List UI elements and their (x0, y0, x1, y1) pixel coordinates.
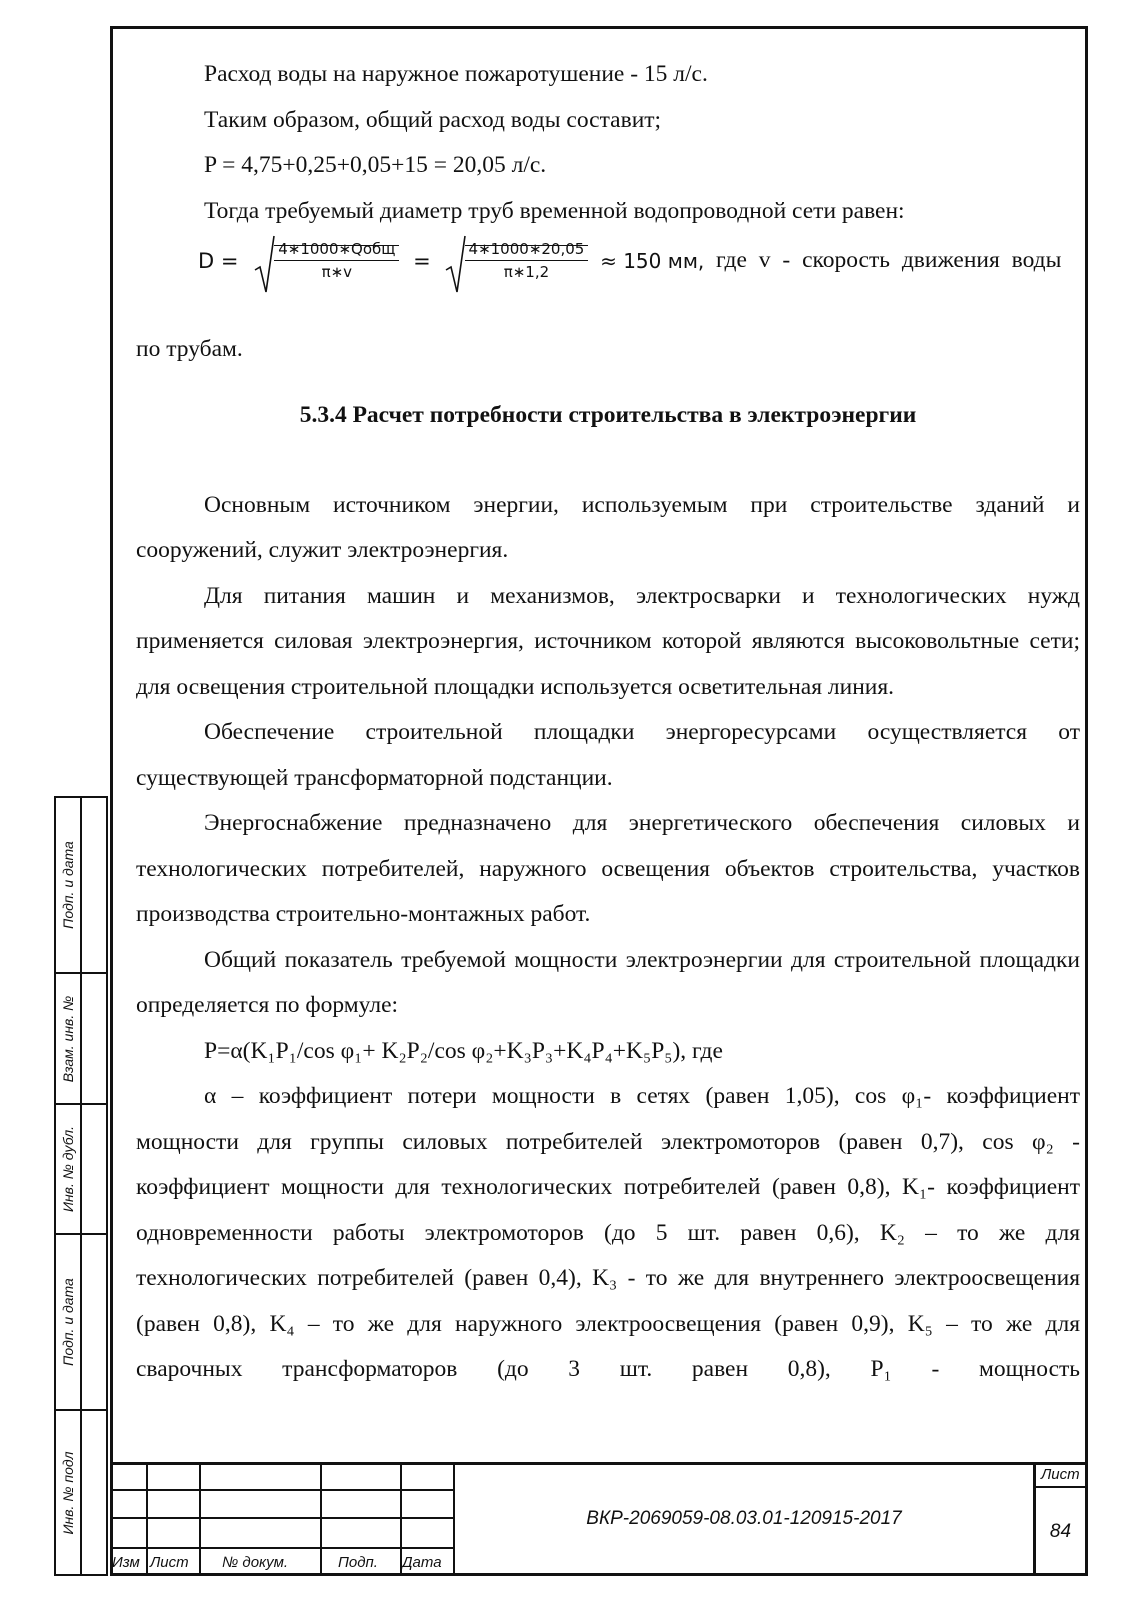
column-header-izm: Изм (112, 1554, 140, 1571)
paragraph: Тогда требуемый диаметр труб временной водопроводной сети равен: (204, 197, 905, 224)
formula-lhs: D = (198, 248, 239, 273)
paragraph: α – коэффициент потери мощности в сетях (равен 1,05), cos φ₁- коэффициент мощности для группы силовых потребителей электромоторов (равен 0,7), cos φ₂ - коэффициент мощности для технологических потребителей (равен 0,8), K₁- коэффициент одновременности работы электромоторов (до 5 шт. равен 0,6), K₂ – то же для технологических потребителей (равен 0,4), K₃ - то же для внутреннего электроосвещения (равен 0,8), K₄ – то же для наружного электроосвещения (равен 0,9), K₅ – то же для сварочных трансформаторов (до 3 шт. равен 0,8), P₁ - мощность (136, 1083, 1080, 1382)
sheet-label: Лист (1041, 1466, 1080, 1483)
side-label: Инв. № подл (60, 1451, 76, 1534)
paragraph: Для питания машин и механизмов, электросварки и технологических нужд применяется силовая электроэнергия, источником которой являются высоковольтные сети; для освещения строительной площадки используется осветительная линия. (136, 582, 1080, 700)
paragraph: Обеспечение строительной площадки энергоресурсами осуществляется от существующей трансформаторной подстанции. (136, 719, 1080, 791)
side-stamp-vzam-inv (54, 972, 108, 1105)
paragraph: Энергоснабжение предназначено для энергетического обеспечения силовых и технологических потребителей, наружного освещения объектов строительства, участков производства строительно-монтажных работ. (136, 810, 1080, 927)
formula-equals: = (413, 248, 431, 273)
side-label: Подп. и дата (60, 841, 76, 929)
side-label: Подп. и дата (60, 1278, 76, 1366)
title-block (110, 1462, 1088, 1576)
sqrt-symbol (254, 238, 399, 283)
column-header-dokum: № докум. (222, 1554, 289, 1571)
side-label: Взам. инв. № (60, 995, 76, 1082)
column-header-podp: Подп. (338, 1554, 378, 1571)
side-stamp-inv-dubl (54, 1103, 108, 1235)
paragraph: P = 4,75+0,25+0,05+15 = 20,05 л/с. (204, 152, 547, 178)
formula-result: ≈ 150 мм, (600, 248, 705, 273)
section-heading: 5.3.4 Расчет потребности строительства в электроэнергии (299, 401, 917, 428)
document-code: ВКР-2069059-08.03.01-120915-2017 (586, 1508, 902, 1529)
paragraph: по трубам. (136, 336, 243, 362)
paragraph: Расход воды на наружное пожаротушение - 15 л/с. (204, 61, 708, 87)
paragraph: Общий показатель требуемой мощности электроэнергии для строительной площадки определяется по формуле: (136, 946, 1080, 1018)
diameter-formula (136, 238, 1080, 308)
fraction-denominator: π∗v (321, 263, 353, 281)
sqrt-symbol (445, 238, 589, 283)
column-header-data: Дата (402, 1554, 442, 1571)
fraction-numerator: 4∗1000∗Qобщ (274, 238, 399, 261)
side-stamp-podp-data-bottom (54, 1233, 108, 1411)
paragraph: Таким образом, общий расход воды составит; (204, 106, 662, 133)
fraction-denominator: π∗1,2 (503, 263, 550, 281)
paragraph: Основным источником энергии, используемым при строительстве зданий и сооружений, служит электроэнергия. (136, 491, 1080, 563)
fraction-numerator: 4∗1000∗20,05 (465, 238, 589, 261)
side-stamp-inv-podl (54, 1409, 108, 1576)
side-label: Инв. № дубл. (60, 1125, 76, 1213)
column-header-list: Лист (150, 1554, 189, 1571)
fraction (465, 238, 589, 283)
sheet-number: 84 (1049, 1521, 1072, 1542)
formula-tail: где v - скорость движения воды (716, 247, 1062, 273)
fraction (274, 238, 399, 283)
side-stamp-podp-data-top (54, 796, 108, 974)
formula-line: P=α(K₁P₁/cos φ₁+ K₂P₂/cos φ₂+K₃P₃+K₄P₄+K₅P₅), где (204, 1037, 723, 1064)
